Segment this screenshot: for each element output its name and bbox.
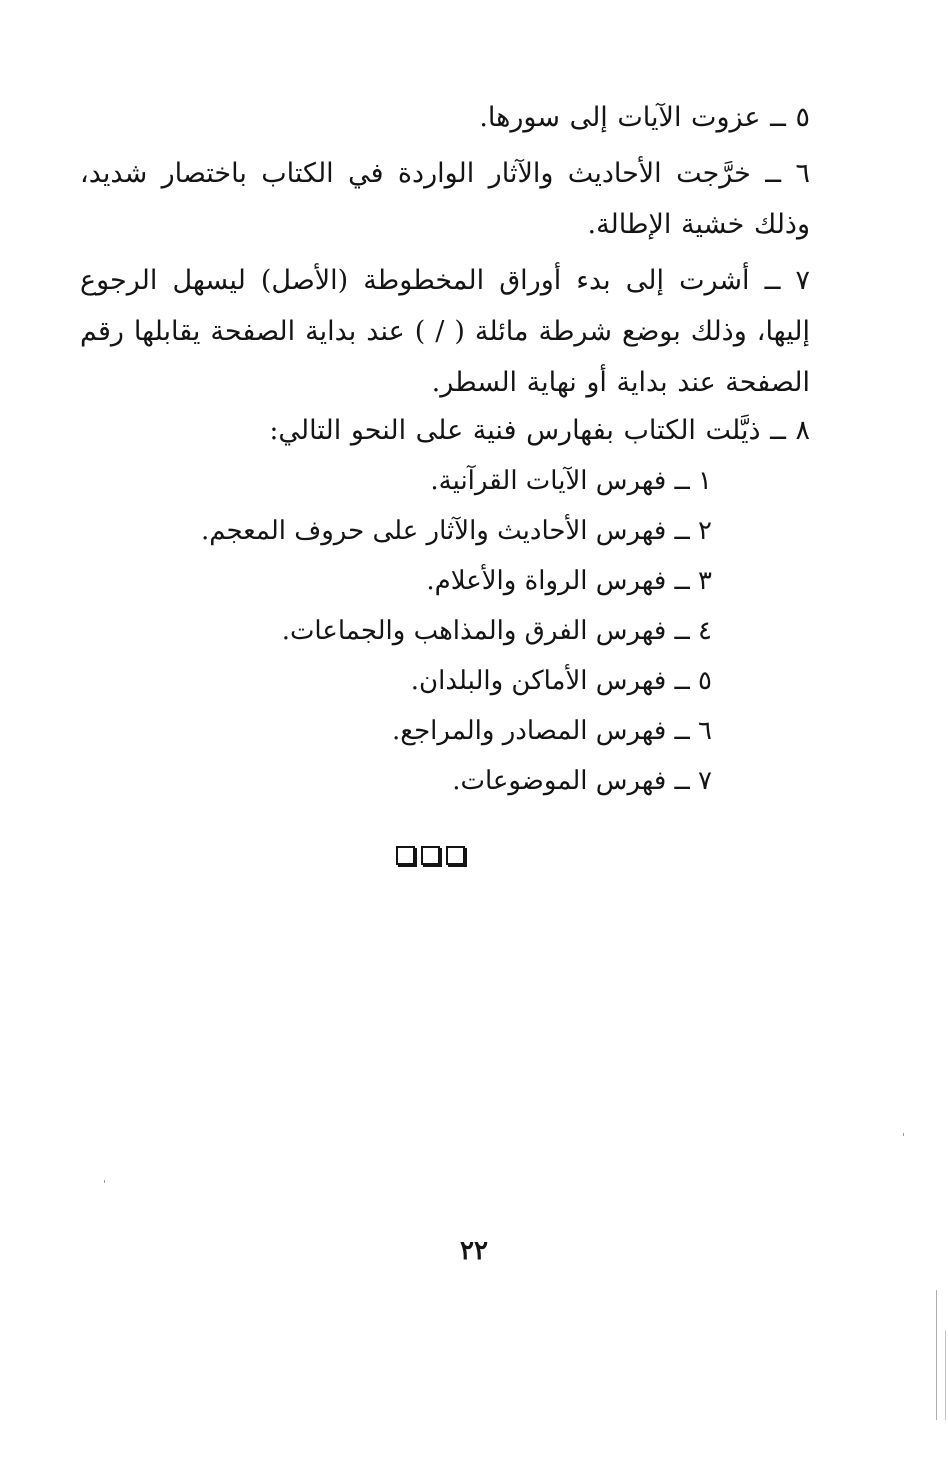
page-number: ٢٢ xyxy=(460,1236,488,1266)
paragraph-item-8: ٨ ــ ذيَّلت الكتاب بفهارس فنية على النحو التالي: xyxy=(269,415,810,446)
list-item: ٥ ــ فهرس الأماكن والبلدان. xyxy=(410,666,712,696)
square-ornament-icon xyxy=(396,846,415,865)
list-item: ١ ــ فهرس الآيات القرآنية. xyxy=(430,466,712,496)
scan-edge-line xyxy=(945,1330,946,1420)
list-item: ٦ ــ فهرس المصادر والمراجع. xyxy=(391,716,712,746)
list-item: ٢ ــ فهرس الأحاديث والآثار على حروف المعجم. xyxy=(200,516,712,546)
paragraph-item-6: ٦ ــ خرَّجت الأحاديث والآثار الواردة في الكتاب باختصار شديد، وذلك خشية الإطالة. xyxy=(80,158,810,240)
paragraph-item-7: ٧ ــ أشرت إلى بدء أوراق المخطوطة (الأصل) ليسهل الرجوع إليها، وذلك بوضع شرطة مائلة ( / ) عند بداية الصفحة يقابلها رقم الصفحة عند بداية أو نهاية السطر. xyxy=(80,265,810,398)
scan-edge-line xyxy=(936,1290,937,1420)
list-item: ٣ ــ فهرس الرواة والأعلام. xyxy=(426,566,712,596)
scan-speck xyxy=(104,1180,105,1183)
square-ornament-icon xyxy=(446,846,465,865)
list-item: ٧ ــ فهرس الموضوعات. xyxy=(452,766,712,796)
list-item: ٤ ــ فهرس الفرق والمذاهب والجماعات. xyxy=(281,616,712,646)
square-ornament-icon xyxy=(421,846,440,865)
section-end-ornament xyxy=(396,846,465,865)
paragraph-item-5: ٥ ــ عزوت الآيات إلى سورها. xyxy=(479,102,810,133)
scan-speck xyxy=(903,1133,904,1136)
indexes-list xyxy=(201,456,712,806)
